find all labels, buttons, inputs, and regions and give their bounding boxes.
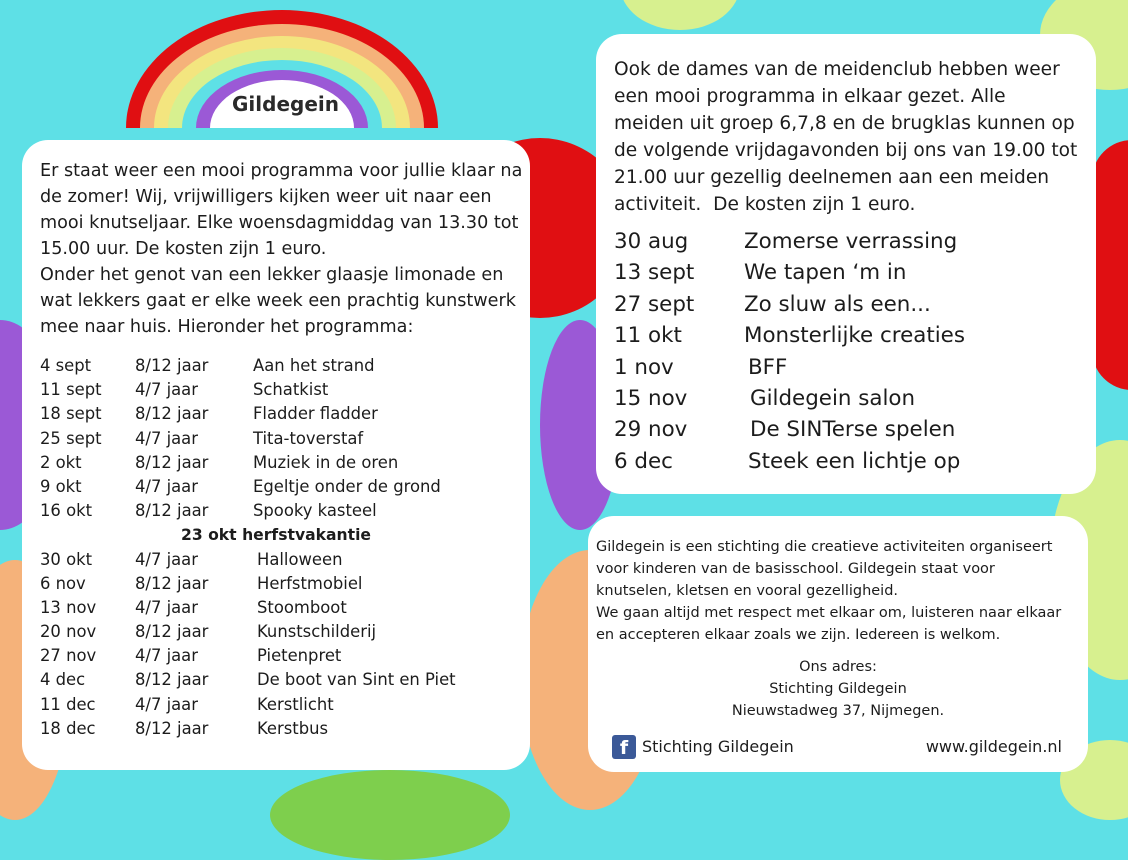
schedule-date: 18 sept xyxy=(40,404,102,424)
schedule-date: 4 sept xyxy=(40,356,92,375)
meiden-line: meiden uit groep 6,7,8 en de brugklas kunnen op xyxy=(614,113,1075,134)
schedule-date: 27 nov xyxy=(40,646,97,666)
schedule-age: 8/12 jaar xyxy=(135,573,209,593)
schedule-row xyxy=(40,378,512,402)
schedule-date: 13 nov xyxy=(40,597,97,617)
meiden-activity: Monsterlijke creaties xyxy=(744,323,965,349)
schedule-age: 4/7 jaar xyxy=(135,476,198,496)
schedule-date: 11 dec xyxy=(40,694,96,714)
schedule-row xyxy=(40,644,512,668)
intro-line: 15.00 uur. De kosten zijn 1 euro. xyxy=(40,239,327,259)
rainbow-title: Gildegein xyxy=(232,92,339,116)
schedule-activity: Halloween xyxy=(257,549,343,569)
meidenclub-card xyxy=(596,34,1096,494)
schedule-date: 9 okt xyxy=(40,476,82,496)
schedule-activity: Aan het strand xyxy=(253,356,375,375)
schedule-age: 8/12 jaar xyxy=(135,356,209,375)
meidenclub-schedule xyxy=(614,226,1078,477)
schedule-date: 2 okt xyxy=(40,452,82,472)
schedule-activity: Herfstmobiel xyxy=(257,573,363,593)
meiden-row xyxy=(614,383,1078,414)
meiden-date: 6 dec xyxy=(614,448,673,474)
address-block xyxy=(596,656,1080,722)
schedule-row xyxy=(40,620,512,644)
info-paragraph xyxy=(596,536,1080,646)
info-card xyxy=(588,516,1088,772)
schedule-row xyxy=(40,572,512,596)
schedule-row xyxy=(40,451,512,475)
contact-row xyxy=(612,734,1062,760)
info-line: en accepteren elkaar zoals we zijn. Iedereen is welkom. xyxy=(596,627,1001,643)
meiden-date: 11 okt xyxy=(614,323,682,349)
meiden-row xyxy=(614,257,1078,288)
schedule-age: 8/12 jaar xyxy=(135,718,209,738)
address-street: Nieuwstadweg 37, Nijmegen. xyxy=(731,703,945,719)
intro-line: wat lekkers gaat er elke week een prachtig kunstwerk xyxy=(40,291,516,311)
meiden-row xyxy=(614,320,1078,351)
schedule-activity: De boot van Sint en Piet xyxy=(257,670,456,690)
schedule-activity: Kerstlicht xyxy=(257,694,334,714)
schedule-row xyxy=(40,499,512,523)
meiden-activity: We tapen ‘m in xyxy=(744,260,907,286)
schedule-date: 30 okt xyxy=(40,549,93,569)
schedule-age: 4/7 jaar xyxy=(135,694,198,714)
schedule-date: 25 sept xyxy=(40,428,102,448)
schedule-row xyxy=(40,548,512,572)
schedule-date: 4 dec xyxy=(40,670,86,690)
schedule-age: 8/12 jaar xyxy=(135,622,209,642)
schedule-date: 11 sept xyxy=(40,380,102,400)
schedule-row xyxy=(40,596,512,620)
meiden-date: 30 aug xyxy=(614,229,689,254)
meiden-line: Ook de dames van de meidenclub hebben weer xyxy=(614,59,1060,80)
schedule-row xyxy=(40,693,512,717)
meiden-row xyxy=(614,352,1078,383)
schedule-date: 20 nov xyxy=(40,622,97,642)
bg-blob-green xyxy=(270,770,510,860)
meiden-date: 13 sept xyxy=(614,260,695,286)
facebook-icon[interactable]: f xyxy=(612,735,636,759)
meiden-date: 1 nov xyxy=(614,354,674,380)
schedule-row xyxy=(40,402,512,426)
meiden-date: 15 nov xyxy=(614,385,688,411)
meiden-activity: Steek een lichtje op xyxy=(748,448,961,474)
meiden-line: activiteit. De kosten zijn 1 euro. xyxy=(614,194,916,215)
schedule-activity: Spooky kasteel xyxy=(253,501,377,521)
schedule-activity: Muziek in de oren xyxy=(253,452,399,472)
meiden-line: 21.00 uur gezellig deelnemen aan een meiden xyxy=(614,167,1050,188)
schedule-date: 6 nov xyxy=(40,573,86,593)
schedule-age: 4/7 jaar xyxy=(135,646,198,666)
intro-line: mooi knutseljaar. Elke woensdagmiddag van 13.30 tot xyxy=(40,213,519,233)
schedule-activity: Tita-toverstaf xyxy=(253,428,364,448)
info-line: We gaan altijd met respect met elkaar om, luisteren naar elkaar xyxy=(596,605,1062,621)
meiden-activity: Gildegein salon xyxy=(750,385,916,411)
schedule-row xyxy=(40,354,512,378)
schedule-activity: Egeltje onder de grond xyxy=(253,476,441,496)
schedule-activity: Kerstbus xyxy=(257,718,329,738)
schedule-activity: Stoomboot xyxy=(257,597,347,617)
schedule-age: 8/12 jaar xyxy=(135,501,209,521)
info-line: knutselen, kletsen en vooral gezelligheid. xyxy=(596,583,899,599)
intro-line: Er staat weer een mooi programma voor jullie klaar na xyxy=(40,161,523,181)
intro-line: mee naar huis. Hieronder het programma: xyxy=(40,317,414,337)
schedule-age: 4/7 jaar xyxy=(135,380,198,400)
schedule-activity: Fladder fladder xyxy=(253,404,378,424)
schedule-age: 4/7 jaar xyxy=(135,549,198,569)
meiden-row xyxy=(614,226,1078,257)
intro-card xyxy=(22,140,530,770)
meiden-activity: BFF xyxy=(748,354,788,380)
meiden-activity: De SINTerse spelen xyxy=(750,417,956,443)
info-line: Gildegein is een stichting die creatieve activiteiten organiseert xyxy=(596,539,1053,555)
schedule-row xyxy=(40,475,512,499)
schedule-row xyxy=(40,427,512,451)
meiden-activity: Zo sluw als een... xyxy=(744,291,931,317)
address-heading: Ons adres: xyxy=(799,659,877,675)
schedule-activity: Schatkist xyxy=(253,380,329,400)
info-line: voor kinderen van de basisschool. Gildegein staat voor xyxy=(596,561,995,577)
meiden-date: 29 nov xyxy=(614,417,688,443)
schedule-age: 8/12 jaar xyxy=(135,452,209,472)
meiden-row xyxy=(614,446,1078,477)
meiden-line: een mooi programma in elkaar gezet. Alle xyxy=(614,86,1006,107)
intro-paragraph xyxy=(40,158,523,340)
meiden-line: de volgende vrijdagavonden bij ons van 19.00 tot xyxy=(614,140,1078,161)
bg-blob-lime xyxy=(620,0,740,30)
schedule-age: 8/12 jaar xyxy=(135,670,209,690)
holiday-notice: 23 okt herfstvakantie xyxy=(180,526,372,545)
meiden-date: 27 sept xyxy=(614,291,695,317)
schedule-date: 18 dec xyxy=(40,718,96,738)
schedule-activity: Kunstschilderij xyxy=(257,622,377,642)
schedule-activity: Pietenpret xyxy=(257,646,342,666)
meiden-activity: Zomerse verrassing xyxy=(744,229,958,254)
bg-blob-red xyxy=(1092,140,1128,390)
schedule-date: 16 okt xyxy=(40,501,93,521)
schedule-row xyxy=(40,668,512,692)
facebook-link[interactable]: Stichting Gildegein xyxy=(642,737,794,756)
schedule-age: 4/7 jaar xyxy=(135,597,198,617)
website-link[interactable]: www.gildegein.nl xyxy=(925,737,1062,756)
schedule-row xyxy=(40,717,512,741)
intro-line: Onder het genot van een lekker glaasje limonade en xyxy=(40,265,504,285)
schedule-age: 8/12 jaar xyxy=(135,404,209,424)
meidenclub-paragraph xyxy=(614,56,1078,218)
intro-line: de zomer! Wij, vrijwilligers kijken weer uit naar een xyxy=(40,187,492,207)
schedule-table xyxy=(40,354,512,741)
address-name: Stichting Gildegein xyxy=(769,681,907,697)
meiden-row xyxy=(614,414,1078,445)
meiden-row xyxy=(614,289,1078,320)
schedule-age: 4/7 jaar xyxy=(135,428,198,448)
